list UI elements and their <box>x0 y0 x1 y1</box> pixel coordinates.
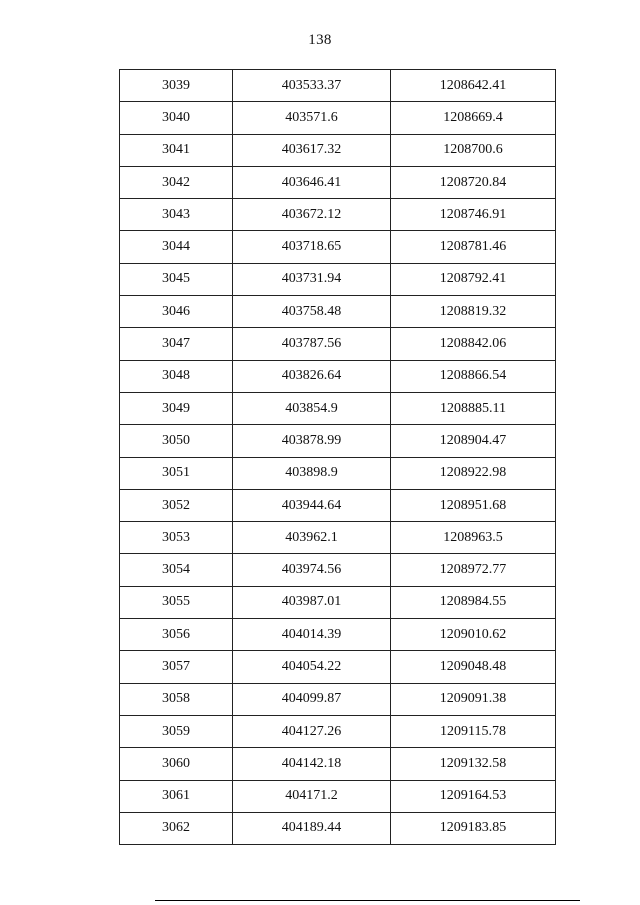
point-number-cell: 3051 <box>120 457 233 489</box>
y-coordinate-cell: 1208669.4 <box>391 102 556 134</box>
x-coordinate-cell: 403718.65 <box>233 231 391 263</box>
table-row <box>120 166 556 198</box>
point-number-cell: 3056 <box>120 619 233 651</box>
y-coordinate-cell: 1208922.98 <box>391 457 556 489</box>
y-coordinate-cell: 1208963.5 <box>391 522 556 554</box>
x-coordinate-cell: 403974.56 <box>233 554 391 586</box>
table-row <box>120 134 556 166</box>
point-number-cell: 3043 <box>120 199 233 231</box>
table-row <box>120 457 556 489</box>
table-row <box>120 296 556 328</box>
x-coordinate-cell: 403646.41 <box>233 166 391 198</box>
x-coordinate-cell: 404099.87 <box>233 683 391 715</box>
y-coordinate-cell: 1208984.55 <box>391 586 556 618</box>
x-coordinate-cell: 403987.01 <box>233 586 391 618</box>
y-coordinate-cell: 1208792.41 <box>391 263 556 295</box>
table-row <box>120 231 556 263</box>
point-number-cell: 3061 <box>120 780 233 812</box>
x-coordinate-cell: 403944.64 <box>233 489 391 521</box>
point-number-cell: 3052 <box>120 489 233 521</box>
x-coordinate-cell: 404054.22 <box>233 651 391 683</box>
table-row <box>120 102 556 134</box>
x-coordinate-cell: 403826.64 <box>233 360 391 392</box>
y-coordinate-cell: 1209091.38 <box>391 683 556 715</box>
y-coordinate-cell: 1208972.77 <box>391 554 556 586</box>
table-row <box>120 812 556 844</box>
coordinate-table-body <box>120 70 556 845</box>
table-row <box>120 392 556 424</box>
x-coordinate-cell: 403758.48 <box>233 296 391 328</box>
x-coordinate-cell: 403898.9 <box>233 457 391 489</box>
y-coordinate-cell: 1208904.47 <box>391 425 556 457</box>
coordinate-table <box>119 69 556 845</box>
x-coordinate-cell: 404014.39 <box>233 619 391 651</box>
y-coordinate-cell: 1208720.84 <box>391 166 556 198</box>
y-coordinate-cell: 1208700.6 <box>391 134 556 166</box>
point-number-cell: 3060 <box>120 748 233 780</box>
point-number-cell: 3044 <box>120 231 233 263</box>
y-coordinate-cell: 1209115.78 <box>391 715 556 747</box>
point-number-cell: 3055 <box>120 586 233 618</box>
point-number-cell: 3048 <box>120 360 233 392</box>
y-coordinate-cell: 1208781.46 <box>391 231 556 263</box>
bottom-rule <box>155 900 580 901</box>
point-number-cell: 3059 <box>120 715 233 747</box>
y-coordinate-cell: 1208951.68 <box>391 489 556 521</box>
table-row <box>120 199 556 231</box>
x-coordinate-cell: 404171.2 <box>233 780 391 812</box>
point-number-cell: 3046 <box>120 296 233 328</box>
y-coordinate-cell: 1208866.54 <box>391 360 556 392</box>
y-coordinate-cell: 1209048.48 <box>391 651 556 683</box>
y-coordinate-cell: 1208842.06 <box>391 328 556 360</box>
y-coordinate-cell: 1208885.11 <box>391 392 556 424</box>
x-coordinate-cell: 403617.32 <box>233 134 391 166</box>
y-coordinate-cell: 1209183.85 <box>391 812 556 844</box>
point-number-cell: 3054 <box>120 554 233 586</box>
point-number-cell: 3042 <box>120 166 233 198</box>
table-row <box>120 780 556 812</box>
point-number-cell: 3057 <box>120 651 233 683</box>
table-row <box>120 715 556 747</box>
x-coordinate-cell: 403571.6 <box>233 102 391 134</box>
point-number-cell: 3039 <box>120 70 233 102</box>
y-coordinate-cell: 1209010.62 <box>391 619 556 651</box>
y-coordinate-cell: 1208642.41 <box>391 70 556 102</box>
point-number-cell: 3041 <box>120 134 233 166</box>
x-coordinate-cell: 404127.26 <box>233 715 391 747</box>
table-row <box>120 522 556 554</box>
point-number-cell: 3050 <box>120 425 233 457</box>
x-coordinate-cell: 404189.44 <box>233 812 391 844</box>
y-coordinate-cell: 1209132.58 <box>391 748 556 780</box>
point-number-cell: 3049 <box>120 392 233 424</box>
point-number-cell: 3058 <box>120 683 233 715</box>
y-coordinate-cell: 1208746.91 <box>391 199 556 231</box>
table-row <box>120 651 556 683</box>
point-number-cell: 3062 <box>120 812 233 844</box>
x-coordinate-cell: 403854.9 <box>233 392 391 424</box>
point-number-cell: 3040 <box>120 102 233 134</box>
point-number-cell: 3047 <box>120 328 233 360</box>
table-row <box>120 425 556 457</box>
table-row <box>120 619 556 651</box>
x-coordinate-cell: 403962.1 <box>233 522 391 554</box>
table-row <box>120 263 556 295</box>
table-row <box>120 683 556 715</box>
x-coordinate-cell: 403787.56 <box>233 328 391 360</box>
x-coordinate-cell: 403878.99 <box>233 425 391 457</box>
y-coordinate-cell: 1209164.53 <box>391 780 556 812</box>
x-coordinate-cell: 403672.12 <box>233 199 391 231</box>
point-number-cell: 3045 <box>120 263 233 295</box>
table-row <box>120 360 556 392</box>
table-row <box>120 554 556 586</box>
x-coordinate-cell: 403533.37 <box>233 70 391 102</box>
y-coordinate-cell: 1208819.32 <box>391 296 556 328</box>
table-row <box>120 70 556 102</box>
point-number-cell: 3053 <box>120 522 233 554</box>
x-coordinate-cell: 404142.18 <box>233 748 391 780</box>
x-coordinate-cell: 403731.94 <box>233 263 391 295</box>
page-number: 138 <box>308 32 332 48</box>
table-row <box>120 748 556 780</box>
table-row <box>120 328 556 360</box>
table-row <box>120 489 556 521</box>
table-row <box>120 586 556 618</box>
